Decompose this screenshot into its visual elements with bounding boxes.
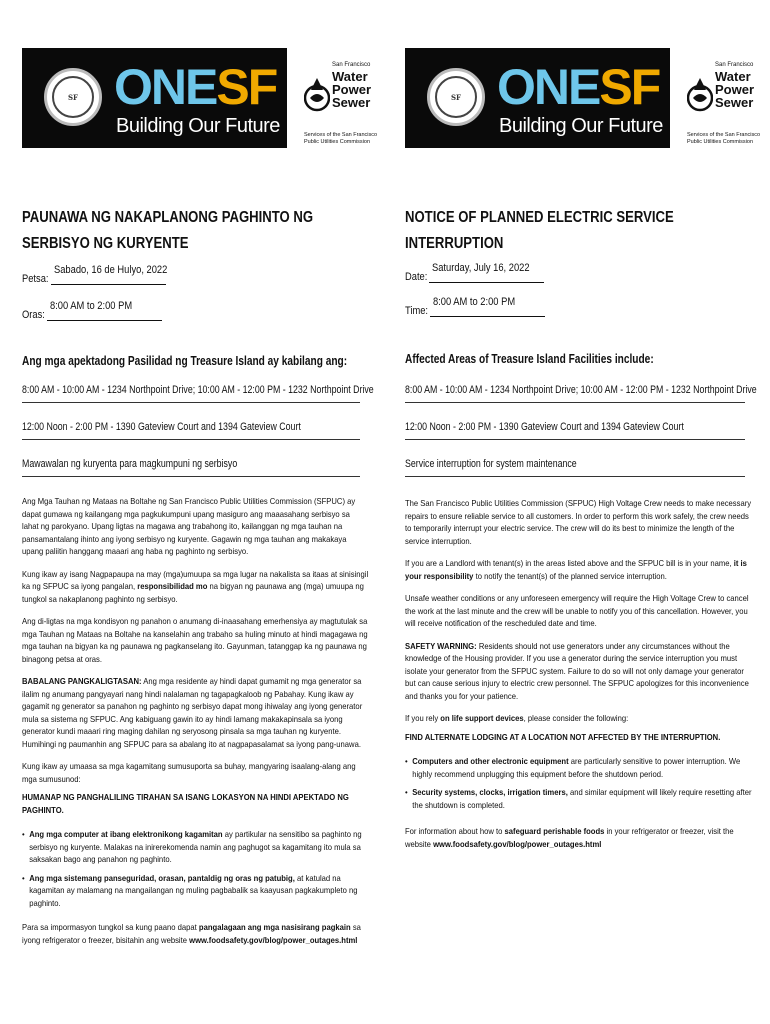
paragraph: For information about how to safeguard perishable foods in your refrigerator or freezer, visit the website www.foodsafety.gov/blog/power_outages.html xyxy=(405,826,734,849)
wps-small-label: San Francisco xyxy=(332,62,371,68)
areas-heading: Affected Areas of Treasure Island Facilities include: xyxy=(405,351,654,366)
alternate-lodging-notice: HUMANAP NG PANGHALILING TIRAHAN SA ISANG LOKASYON NA HINDI APEKTADO NG PAGHINTO. xyxy=(22,792,349,815)
alternate-lodging-notice: FIND ALTERNATE LODGING AT A LOCATION NOT AFFECTED BY THE INTERRUPTION. xyxy=(405,731,721,742)
date-field: Date: Saturday, July 16, 2022 xyxy=(405,261,755,283)
safety-warning: SAFETY WARNING: Residents should not use generators under any circumstances without the knowledge of the Housing provider. If you use a generator during the service interruption you must isolate your generator from the SFPUC system. Failure to do so will not only damage your generator but can cause serious injury to electric crew personnel. The SFPUC apologizes for this inconvenience and thanks you for your patience. xyxy=(405,640,749,701)
wps-wordmark: Water Power Sewer xyxy=(332,69,372,110)
list-item: • Security systems, clocks, irrigation timers, and similar equipment will likely require resetting after the shutdown is completed. xyxy=(405,786,752,811)
list-item: • Ang mga sistemang panseguridad, orasan, pantaldig ng oras ng patubig, at katulad na kagamitan ay malamang na mangailangan ng muling pagbabalik sa kaayusan pagkakumpleto ng paghinto. xyxy=(22,872,369,910)
area-row: 12:00 Noon - 2:00 PM - 1390 Gateview Court and 1394 Gateview Court xyxy=(405,421,745,440)
safety-warning: BABALANG PANGKALIGTASAN: Ang mga residente ay hindi dapat gumamit ng mga generator sa ilalim ng anumang pangyayari nang hindi nalalaman ng tagapagkaloob ng Pabahay. Kung ikaw ay gagamit ng generator sa panahon ng paghinto ng serbisyo dapat mong ihiwalay ang iyong generator mula sa sistema ng SFPUC. Ang kabiguang gawin ito ay hindi lamang makakapinsala sa iyong generator kundi maaari ring maging dahilan ng seryosong pinsala sa mga tauhan ng kuryente. Humihingi ng paumanhin ang SFPUC para sa abalang ito at nagpapasalamat sa iyong pang-unawa. xyxy=(22,676,363,749)
time-field: Oras: 8:00 AM to 2:00 PM xyxy=(22,299,372,321)
date-value: Sabado, 16 de Hulyo, 2022 xyxy=(54,264,168,276)
area-row: Mawawalan ng kuryenta para magkumpuni ng serbisyo xyxy=(22,458,360,477)
area-row: Service interruption for system maintenance xyxy=(405,458,745,477)
paragraph: Ang Mga Tauhan ng Mataas na Boltahe ng San Francisco Public Utilities Commission (SFPUC) ay dapat gumawa ng kailangang mga pagkukumpuni upang masiguro ang maaasahang serbisyo sa lahat ng parokyano. Upang ligtas na magawa ang trabahong ito, kailanggan ng mga tauhan na pansamantalang ihinto ang iyong serbisyo ng kuryente. Gagawin ng mga tauhan ang makakaya upang paliitin hanggang maaari ang haba ng paghinto ng serbisyo. xyxy=(22,496,356,556)
time-field: Time: 8:00 AM to 2:00 PM xyxy=(405,295,755,317)
english-notice xyxy=(405,0,761,850)
logo-tagline: Building Our Future xyxy=(499,115,663,137)
time-value: 8:00 AM to 2:00 PM xyxy=(433,296,516,308)
paragraph: Unsafe weather conditions or any unforeseen emergency will require the High Voltage Crew to cancel the work at the last minute and the crew will be unable to notify you of this cancellation. However, you will receive notification of the rescheduled date and time. xyxy=(405,593,749,628)
onesf-wordmark: ONESF xyxy=(497,59,660,115)
date-field: Petsa: Sabado, 16 de Hulyo, 2022 xyxy=(22,264,168,285)
food-safety-link[interactable]: www.foodsafety.gov/blog/power_outages.html xyxy=(189,934,358,945)
paragraph: Kung ikaw ay isang Nagpapaupa na may (mga)umuupa sa mga lugar na nakalista sa itaas at sinisingil ka ng SFPUC sa iyong pangalan, responsibilidad mo na bigyan ng paunawa ang (mga) umuupa ng tungkol sa nakaplanong paghinto ng serbisyo. xyxy=(22,568,369,604)
water-drop-icon xyxy=(304,76,330,116)
paragraph: The San Francisco Public Utilities Commission (SFPUC) High Voltage Crew needs to make necessary repairs to ensure reliable service to all customers. In order to perform this work safely, the crew needs to temporarily interrupt your electric service. The crew will do its best to minimize the length of the service interruption. xyxy=(405,498,752,546)
paragraph: Para sa impormasyon tungkol sa kung paano dapat pangalagaan ang mga nasisirang pagkain sa iyong refrigerator o freezer, bisitahin ang website www.foodsafety.gov/blog/power_outages.html xyxy=(22,922,361,945)
area-row: 8:00 AM - 10:00 AM - 1234 Northpoint Drive; 10:00 AM - 12:00 PM - 1232 Northpoint Drive xyxy=(22,384,360,403)
area-row: 8:00 AM - 10:00 AM - 1234 Northpoint Drive; 10:00 AM - 12:00 PM - 1232 Northpoint Drive xyxy=(405,384,745,403)
wps-subtitle: Services of the San Francisco Public Utilities Commission xyxy=(687,132,761,145)
banner xyxy=(405,48,761,148)
page-title: PAUNAWA NG NAKAPLANONG PAGHINTO NG SERBISYO NG KURYENTE xyxy=(22,209,314,252)
wps-small-label: San Francisco xyxy=(715,62,754,68)
water-drop-icon xyxy=(687,76,713,116)
food-safety-link[interactable]: www.foodsafety.gov/blog/power_outages.html xyxy=(433,838,602,849)
onesf-wordmark: ONESF xyxy=(114,59,277,115)
areas-heading: Ang mga apektadong Pasilidad ng Treasure Island ay kabilang ang: xyxy=(22,353,348,368)
paragraph: If you are a Landlord with tenant(s) in the areas listed above and the SFPUC bill is in your name, it is your responsibility to notify the tenant(s) of the planned service interruption. xyxy=(405,558,747,581)
onesf-logo xyxy=(405,48,670,148)
tagalog-notice xyxy=(22,0,378,946)
wps-subtitle: Services of the San Francisco Public Utilities Commission xyxy=(304,132,378,145)
paragraph: Ang di-ligtas na mga kondisyon ng panahon o anumang di-inaasahang emerhensiya ay magtutulak sa mga Tauhan ng Mataas na Boltahe na kanselahin ang trabaho sa huling minuto at hindi magagawa ng mga tauhan na bigyan ka ng paunawa ng pagkanselang ito. Gayunman, tatanggap ka ng paunawa ng binagong petsa at oras. xyxy=(22,616,368,664)
city-seal-icon: SF xyxy=(427,68,485,126)
wps-wordmark: Water Power Sewer xyxy=(715,69,755,110)
logo-tagline: Building Our Future xyxy=(116,115,280,137)
banner xyxy=(22,48,378,148)
city-seal-icon: SF xyxy=(44,68,102,126)
time-value: 8:00 AM to 2:00 PM xyxy=(49,300,133,312)
list-item: • Ang mga computer at ibang elektronikong kagamitan ay partikular na sensitibo sa paghinto ng serbisyo ng kuryente. Malakas na inirerekomenda namin ang paghugot sa kagamitang ito mula sa saksakan bago ang panahon ng paghinto. xyxy=(22,828,369,866)
page-title: NOTICE OF PLANNED ELECTRIC SERVICE INTERRUPTION xyxy=(405,209,674,252)
date-value: Saturday, July 16, 2022 xyxy=(432,262,530,274)
list-item: • Computers and other electronic equipment are particularly sensitive to power interruption. We highly recommend unplugging this equipment before the shutdown period. xyxy=(405,755,752,780)
paragraph: If you rely on life support devices, please consider the following: xyxy=(405,713,629,723)
paragraph: Kung ikaw ay umaasa sa mga kagamitang sumusuporta sa buhay, mangyaring isaalang-alang ang mga sumusunod: xyxy=(22,761,356,784)
onesf-logo xyxy=(22,48,287,148)
area-row: 12:00 Noon - 2:00 PM - 1390 Gateview Court and 1394 Gateview Court xyxy=(22,421,360,440)
